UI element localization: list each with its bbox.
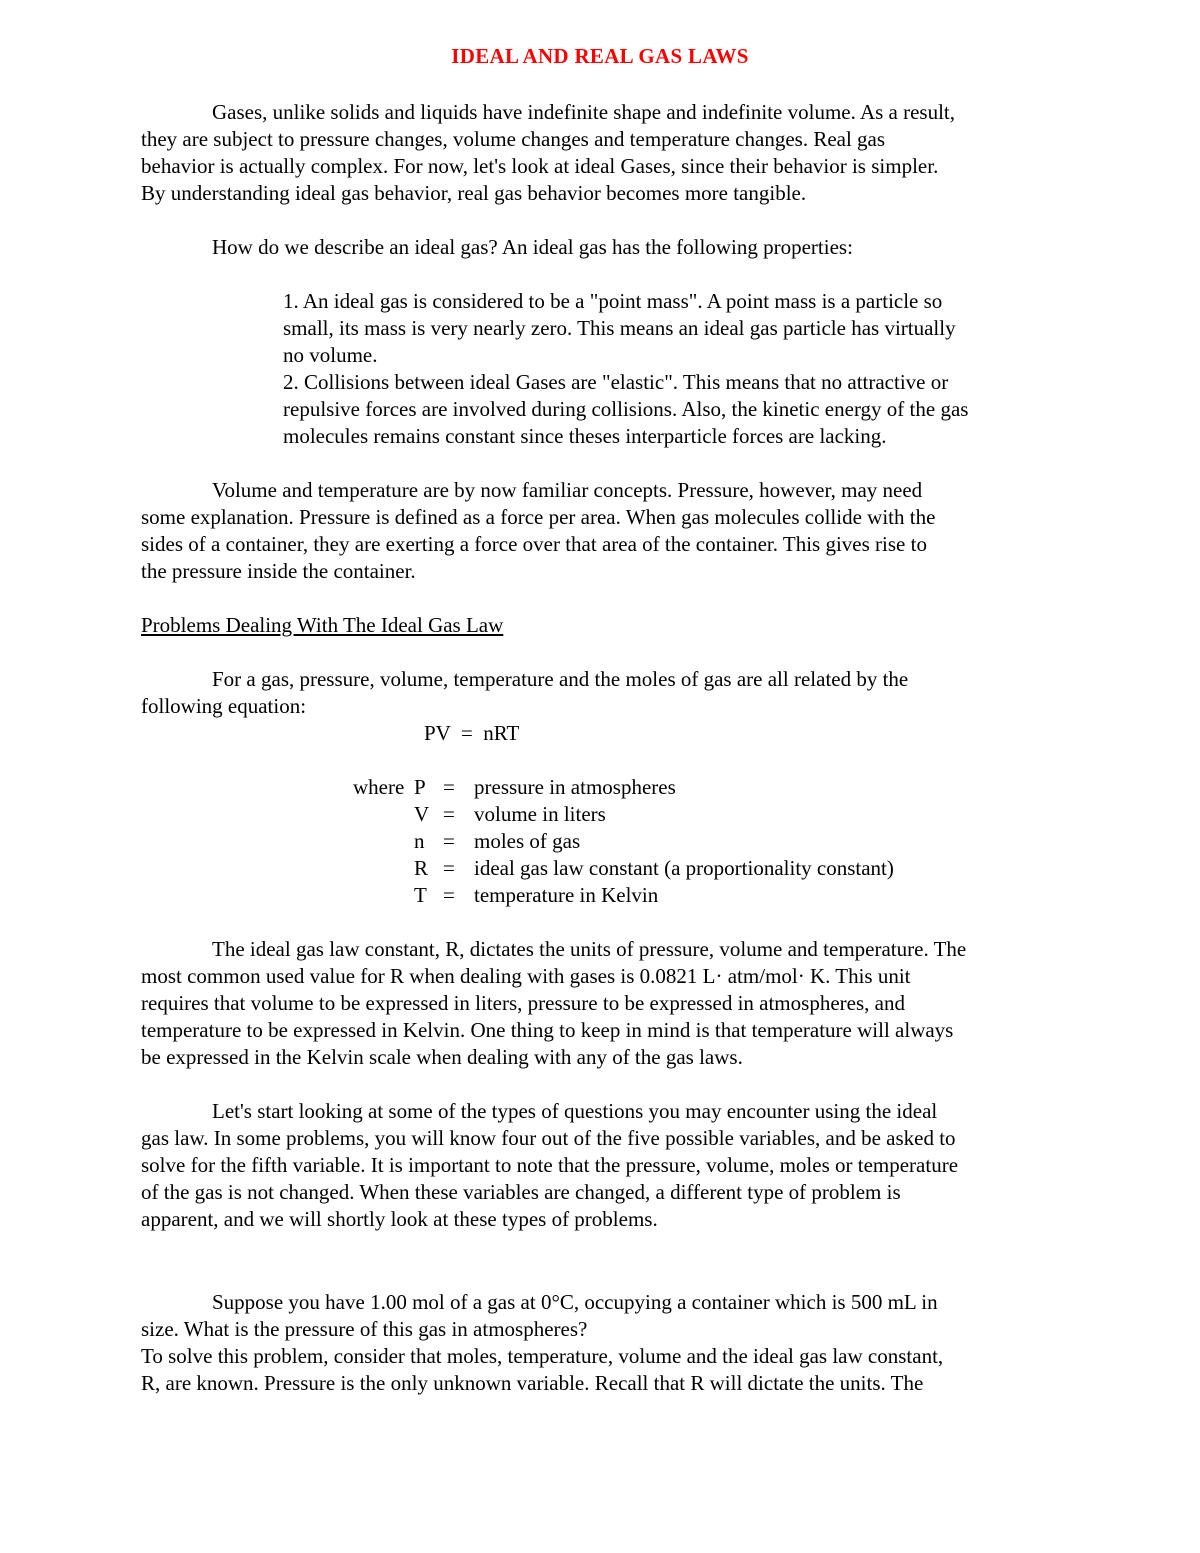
property-1-line-3: no volume. — [283, 343, 378, 367]
paragraph-7-line-1: Suppose you have 1.00 mol of a gas at 0°C, occupying a container which is 500 mL in — [212, 1290, 938, 1314]
paragraph-2: How do we describe an ideal gas? An ideal gas has the following properties: — [212, 235, 853, 259]
paragraph-5-line-4: temperature to be expressed in Kelvin. One thing to keep in mind is that temperature will always — [141, 1018, 954, 1042]
variable-description: pressure in atmospheres — [474, 775, 676, 799]
paragraph-1-line-4: By understanding ideal gas behavior, real gas behavior becomes more tangible. — [141, 181, 807, 205]
paragraph-3-line-1: Volume and temperature are by now familiar concepts. Pressure, however, may need — [212, 478, 923, 502]
paragraph-1-line-1: Gases, unlike solids and liquids have indefinite shape and indefinite volume. As a result, — [212, 100, 956, 124]
paragraph-5-line-5: be expressed in the Kelvin scale when dealing with any of the gas laws. — [141, 1045, 743, 1069]
paragraph-3-line-4: the pressure inside the container. — [141, 559, 416, 583]
paragraph-1-line-2: they are subject to pressure changes, volume changes and temperature changes. Real gas — [141, 127, 886, 151]
variable-description: ideal gas law constant (a proportionality constant) — [474, 856, 894, 880]
paragraph-5-line-3: requires that volume to be expressed in liters, pressure to be expressed in atmospheres, and — [141, 991, 905, 1015]
paragraph-1-line-3: behavior is actually complex. For now, let's look at ideal Gases, since their behavior is simpler. — [141, 154, 939, 178]
variable-equals: = — [443, 775, 455, 799]
variable-description: volume in liters — [474, 802, 606, 826]
paragraph-7-line-4: R, are known. Pressure is the only unknown variable. Recall that R will dictate the units. The — [141, 1371, 924, 1395]
variable-symbol: R — [414, 856, 429, 880]
paragraph-6-line-5: apparent, and we will shortly look at these types of problems. — [141, 1207, 658, 1231]
variable-equals: = — [443, 802, 455, 826]
variable-symbol: n — [414, 829, 425, 853]
variable-symbol: V — [414, 802, 430, 826]
variable-equals: = — [443, 883, 455, 907]
property-2-line-2: repulsive forces are involved during collisions. Also, the kinetic energy of the gas — [283, 397, 969, 421]
property-1-line-2: small, its mass is very nearly zero. This means an ideal gas particle has virtually — [283, 316, 956, 340]
paragraph-4-line-2: following equation: — [141, 694, 307, 718]
document-title: IDEAL AND REAL GAS LAWS — [451, 44, 749, 68]
paragraph-7-line-3: To solve this problem, consider that moles, temperature, volume and the ideal gas law constant, — [141, 1344, 944, 1368]
paragraph-6-line-4: of the gas is not changed. When these variables are changed, a different type of problem is — [141, 1180, 901, 1204]
paragraph-6-line-2: gas law. In some problems, you will know four out of the five possible variables, and be asked to — [141, 1126, 956, 1150]
paragraph-4-line-1: For a gas, pressure, volume, temperature and the moles of gas are all related by the — [212, 667, 909, 691]
ideal-gas-equation: PV = nRT — [424, 721, 520, 745]
paragraph-6-line-3: solve for the fifth variable. It is important to note that the pressure, volume, moles or temperature — [141, 1153, 959, 1177]
paragraph-5-line-1: The ideal gas law constant, R, dictates the units of pressure, volume and temperature. The — [212, 937, 967, 961]
property-1-line-1: 1. An ideal gas is considered to be a "point mass". A point mass is a particle so — [283, 289, 943, 313]
paragraph-3-line-3: sides of a container, they are exerting a force over that area of the container. This gives rise to — [141, 532, 927, 556]
variable-description: temperature in Kelvin — [474, 883, 659, 907]
variable-description: moles of gas — [474, 829, 581, 853]
variable-equals: = — [443, 856, 455, 880]
paragraph-6-line-1: Let's start looking at some of the types of questions you may encounter using the ideal — [212, 1099, 938, 1123]
variable-symbol: P — [414, 775, 426, 799]
property-2-line-3: molecules remains constant since theses interparticle forces are lacking. — [283, 424, 887, 448]
where-label: where — [353, 775, 405, 799]
paragraph-7-line-2: size. What is the pressure of this gas in atmospheres? — [141, 1317, 588, 1341]
paragraph-5-line-2: most common used value for R when dealing with gases is 0.0821 L· atm/mol· K. This unit — [141, 964, 911, 988]
variable-symbol: T — [414, 883, 427, 907]
variable-equals: = — [443, 829, 455, 853]
paragraph-3-line-2: some explanation. Pressure is defined as a force per area. When gas molecules collide with the — [141, 505, 936, 529]
property-2-line-1: 2. Collisions between ideal Gases are "elastic". This means that no attractive or — [283, 370, 949, 394]
section-heading: Problems Dealing With The Ideal Gas Law — [141, 613, 504, 637]
